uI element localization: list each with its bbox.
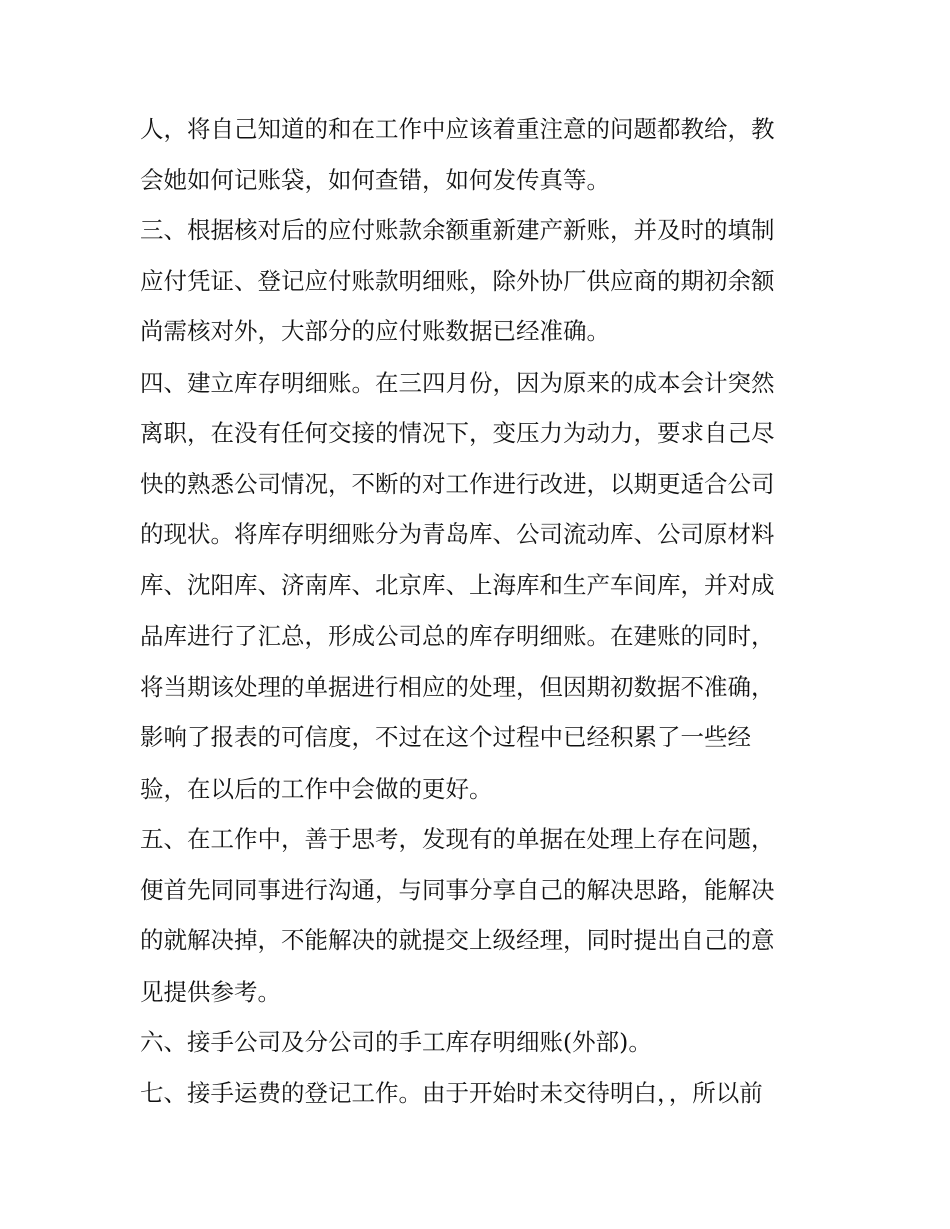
text-line: 库、沈阳库、济南库、北京库、上海库和生产车间库，并对成 (140, 571, 775, 599)
text-line: 见提供参考。 (140, 978, 281, 1006)
text-line: 验，在以后的工作中会做的更好。 (140, 775, 493, 803)
text-line: 影响了报表的可信度，不过在这个过程中已经积累了一些经 (140, 723, 751, 751)
text-line: 的现状。将库存明细账分为青岛库、公司流动库、公司原材料 (140, 520, 775, 548)
text-line: 应付凭证、登记应付账款明细账，除外协厂供应商的期初余额 (140, 267, 775, 295)
text-line: 四、建立库存明细账。在三四月份，因为原来的成本会计突然 (140, 369, 775, 397)
text-line: 人，将自己知道的和在工作中应该着重注意的问题都教给，教 (140, 115, 775, 143)
text-line: 便首先同同事进行沟通，与同事分享自己的解决思路，能解决 (140, 876, 775, 904)
text-line: 尚需核对外，大部分的应付账数据已经准确。 (140, 317, 610, 345)
text-line: 会她如何记账袋，如何查错，如何发传真等。 (140, 166, 610, 194)
text-line: 将当期该处理的单据进行相应的处理，但因期初数据不准确， (140, 673, 775, 701)
text-line: 六、接手公司及分公司的手工库存明细账(外部)。 (140, 1028, 652, 1056)
text-line: 的就解决掉，不能解决的就提交上级经理，同时提出自己的意 (140, 926, 775, 954)
text-line: 五、在工作中，善于思考，发现有的单据在处理上存在问题， (140, 825, 775, 853)
text-line: 三、根据核对后的应付账款余额重新建产新账，并及时的填制 (140, 216, 775, 244)
text-line: 品库进行了汇总，形成公司总的库存明细账。在建账的同时， (140, 622, 775, 650)
text-line: 离职，在没有任何交接的情况下，变压力为动力，要求自己尽 (140, 419, 775, 447)
text-line: 七、接手运费的登记工作。由于开始时未交待明白，，所以前 (140, 1079, 763, 1107)
text-line: 快的熟悉公司情况，不断的对工作进行改进，以期更适合公司 (140, 470, 775, 498)
